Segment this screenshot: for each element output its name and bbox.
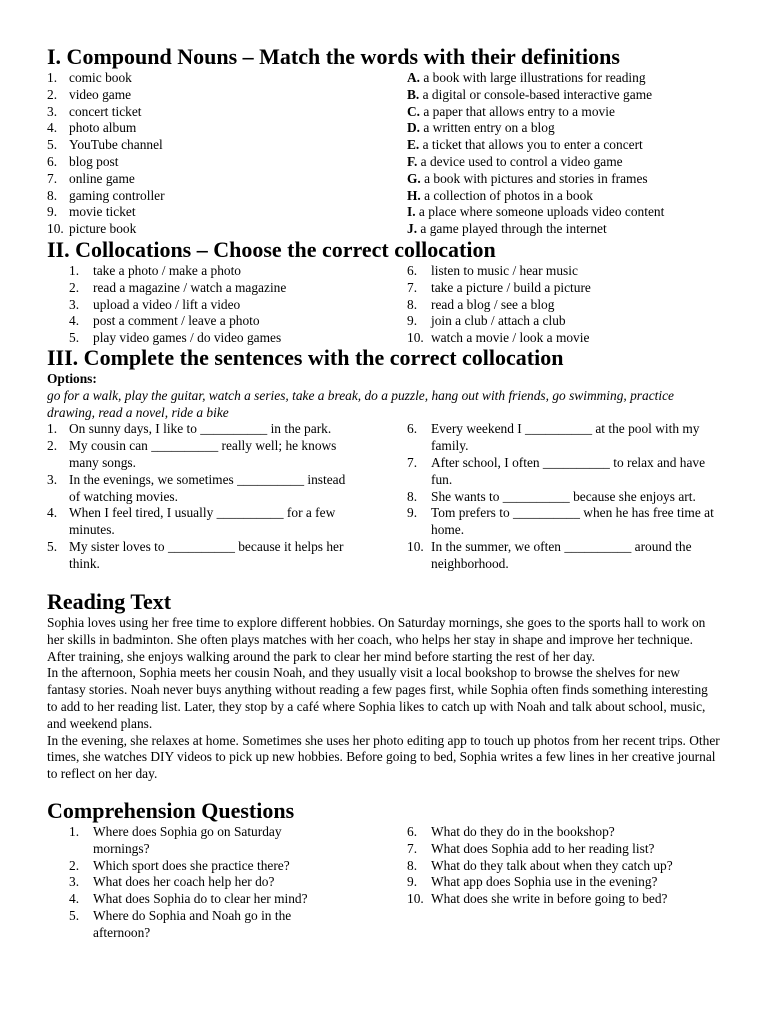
question-item: 4. What does Sophia do to clear her mind? — [69, 891, 308, 907]
section-complete-sentences — [47, 345, 720, 573]
section-title: III. Complete the sentences with the correct collocation — [47, 345, 564, 370]
word-item: 3. concert ticket — [47, 103, 142, 119]
word-item: 7. online game — [47, 170, 135, 186]
question-item: 2. Which sport does she practice there? — [69, 857, 290, 873]
collocation-columns — [47, 263, 720, 347]
word-list — [47, 70, 407, 238]
definition-item: C. a paper that allows entry to a movie — [407, 103, 615, 119]
section-compound-nouns — [47, 44, 720, 238]
sentence-item: 5. My sister loves to __________ because it helps her think. — [47, 538, 344, 571]
sentence-item: 8. She wants to __________ because she enjoys art. — [407, 488, 696, 504]
word-item: 5. YouTube channel — [47, 137, 163, 153]
word-item: 9. movie ticket — [47, 204, 136, 220]
sentence-item: 1. On sunny days, I like to __________ in the park. — [47, 421, 332, 437]
sentence-columns — [47, 421, 720, 572]
section-comprehension — [47, 798, 720, 942]
section-title: Reading Text — [47, 589, 172, 614]
definition-item: D. a written entry on a blog — [407, 120, 555, 136]
collocation-item: 5. play video games / do video games — [69, 330, 282, 346]
question-item: 3. What does her coach help her do? — [69, 874, 275, 890]
sentence-list-left — [47, 421, 353, 572]
match-columns — [47, 70, 720, 238]
definition-list — [407, 70, 720, 238]
definition-item: B. a digital or console-based interactive game — [407, 86, 653, 102]
sentence-item: 7. After school, I often __________ to relax and have fun. — [407, 454, 706, 487]
collocation-item: 9. join a club / attach a club — [407, 313, 566, 329]
question-item: 7. What does Sophia add to her reading list? — [407, 840, 655, 856]
question-item: 9. What app does Sophia use in the evening? — [407, 874, 658, 890]
word-item: 2. video game — [47, 86, 132, 102]
word-item: 4. photo album — [47, 120, 137, 136]
reading-paragraph: In the afternoon, Sophia meets her cousin Noah, and they usually visit a local bookshop to browse the shelves for new fantasy stories. Noah never buys anything without reading a few pages first, while Sophia often finds something interesting to add to her reading list. Later, they stop by a café where Sophia likes to catch up with Noah and talk about school, music, and weekend plans. — [47, 665, 708, 731]
sentence-item: 6. Every weekend I __________ at the pool with my family. — [407, 421, 700, 454]
sentence-item: 2. My cousin can __________ really well; he knows many songs. — [47, 438, 337, 470]
collocation-list-right — [407, 263, 720, 347]
word-item: 10. picture book — [47, 221, 137, 237]
question-item: 8. What do they talk about when they catch up? — [407, 857, 673, 873]
question-list-left — [69, 824, 339, 942]
word-item: 6. blog post — [47, 153, 119, 169]
question-item: 1. Where does Sophia go on Saturday mornings? — [69, 824, 282, 856]
definition-item: I. a place where someone uploads video content — [407, 204, 665, 220]
question-list-right — [407, 824, 720, 942]
definition-item: H. a collection of photos in a book — [407, 187, 593, 203]
options-label: Options: — [47, 371, 97, 386]
collocation-item: 6. listen to music / hear music — [407, 263, 578, 278]
section-title: Comprehension Questions — [47, 798, 295, 823]
sentence-list-right — [407, 421, 720, 572]
collocation-item: 1. take a photo / make a photo — [69, 263, 241, 278]
word-item: 1. comic book — [47, 70, 132, 85]
sentence-item: 4. When I feel tired, I usually __________ for a few minutes. — [47, 505, 336, 538]
section-reading-text — [47, 589, 720, 783]
definition-item: E. a ticket that allows you to enter a concert — [407, 137, 643, 153]
reading-paragraph: In the evening, she relaxes at home. Sometimes she uses her photo editing app to touch up photos from her recent trips. Other times, she watches DIY videos to pick up new hobbies. Before going to bed, Sophia writes a few lines in her creative journal to reflect on her day. — [47, 732, 720, 782]
collocation-item: 8. read a blog / see a blog — [407, 296, 555, 312]
question-columns — [47, 824, 720, 942]
definition-item: F. a device used to control a video game — [407, 153, 623, 169]
sentence-item: 10. In the summer, we often __________ around the neighborhood. — [407, 538, 692, 571]
definition-item: G. a book with pictures and stories in frames — [407, 170, 648, 186]
collocation-item: 7. take a picture / build a picture — [407, 279, 591, 295]
reading-paragraph: Sophia loves using her free time to explore different hobbies. On Saturday mornings, she goes to the sports hall to work on her skills in badminton. She often plays matches with her coach, who helps her stay in shape and improve her technique. After training, she enjoys walking around the park to clear her mind before starting the rest of her day. — [47, 615, 706, 664]
collocation-item: 3. upload a video / lift a video — [69, 296, 241, 312]
sentence-item: 9. Tom prefers to __________ when he has free time at home. — [407, 505, 714, 538]
collocation-item: 10. watch a movie / look a movie — [407, 330, 590, 346]
definition-item: A. a book with large illustrations for reading — [407, 70, 646, 85]
collocation-list-left — [69, 263, 407, 347]
definition-item: J. a game played through the internet — [407, 221, 607, 237]
question-item: 5. Where do Sophia and Noah go in the afternoon? — [69, 907, 292, 940]
section-title: I. Compound Nouns – Match the words with their definitions — [47, 44, 620, 69]
collocation-item: 2. read a magazine / watch a magazine — [69, 279, 287, 295]
section-title: II. Collocations – Choose the correct collocation — [47, 237, 496, 262]
question-item: 6. What do they do in the bookshop? — [407, 824, 615, 839]
section-collocations — [47, 237, 720, 347]
collocation-item: 4. post a comment / leave a photo — [69, 313, 260, 329]
options-list: go for a walk, play the guitar, watch a series, take a break, do a puzzle, hang out with friends, go swimming, practice drawing, read a novel, ride a bike — [47, 387, 674, 420]
sentence-item: 3. In the evenings, we sometimes __________ instead of watching movies. — [47, 471, 346, 504]
word-item: 8. gaming controller — [47, 187, 165, 203]
question-item: 10. What does she write in before going to bed? — [407, 891, 668, 907]
